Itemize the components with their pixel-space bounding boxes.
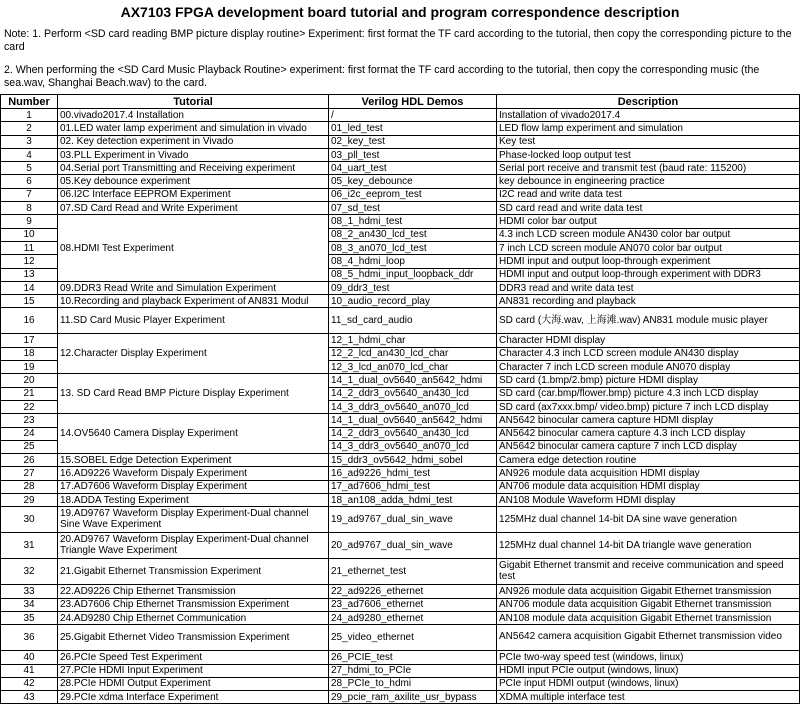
row-description: SD card read and write data test <box>497 202 800 215</box>
row-number: 20 <box>1 374 58 387</box>
row-description: XDMA multiple interface test <box>497 691 800 704</box>
row-demo: 14_3_ddr3_ov5640_an070_lcd <box>329 440 497 453</box>
row-demo: 07_sd_test <box>329 202 497 215</box>
row-number: 35 <box>1 611 58 624</box>
table-row <box>1 374 800 387</box>
row-number: 41 <box>1 664 58 677</box>
table-row <box>1 148 800 161</box>
row-tutorial: 12.Character Display Experiment <box>58 334 329 374</box>
row-description: AN108 Module Waveform HDMI display <box>497 494 800 507</box>
table-row <box>1 494 800 507</box>
row-demo: 08_1_hdmi_test <box>329 215 497 228</box>
row-description: Serial port receive and transmit test (baud rate: 115200) <box>497 162 800 175</box>
row-demo: 03_pll_test <box>329 148 497 161</box>
row-demo: 05_key_debounce <box>329 175 497 188</box>
row-number: 32 <box>1 559 58 585</box>
row-demo: 27_hdmi_to_PCIe <box>329 664 497 677</box>
table-row <box>1 625 800 651</box>
table-row <box>1 162 800 175</box>
row-demo: 22_ad9226_ethernet <box>329 585 497 598</box>
row-number: 42 <box>1 677 58 690</box>
row-description: HDMI input PCIe output (windows, linux) <box>497 664 800 677</box>
row-demo: 02_key_test <box>329 135 497 148</box>
row-demo: 14_2_ddr3_ov5640_an430_lcd <box>329 387 497 400</box>
row-demo: / <box>329 109 497 122</box>
row-tutorial: 16.AD9226 Waveform Dispaly Experiment <box>58 467 329 480</box>
row-tutorial: 06.I2C Interface EEPROM Experiment <box>58 188 329 201</box>
document-title: AX7103 FPGA development board tutorial and program correspondence description <box>120 4 680 20</box>
row-description: DDR3 read and write data test <box>497 281 800 294</box>
row-tutorial: 27.PCIe HDMI Input Experiment <box>58 664 329 677</box>
row-number: 27 <box>1 467 58 480</box>
row-tutorial: 05.Key debounce experiment <box>58 175 329 188</box>
row-description: Key test <box>497 135 800 148</box>
note-2: 2. When performing the <SD Card Music Playback Routine> experiment: first format the TF card according to the tutorial, then copy the corresponding music (the sea.wav, Shanghai Beach.wav) to the card. <box>4 64 760 89</box>
row-tutorial: 23.AD7606 Chip Ethernet Transmission Experiment <box>58 598 329 611</box>
row-demo: 09_ddr3_test <box>329 281 497 294</box>
row-description: Character 4.3 inch LCD screen module AN430 display <box>497 347 800 360</box>
row-number: 15 <box>1 295 58 308</box>
table-row <box>1 188 800 201</box>
row-number: 12 <box>1 255 58 268</box>
note-1: Note: 1. Perform <SD card reading BMP picture display routine> Experiment: first format the TF card according to the tutorial, then copy the corresponding picture to the card <box>4 28 792 53</box>
row-number: 26 <box>1 454 58 467</box>
row-number: 30 <box>1 507 58 533</box>
row-demo: 08_3_an070_lcd_test <box>329 241 497 254</box>
row-tutorial: 10.Recording and playback Experiment of AN831 Modul <box>58 295 329 308</box>
row-tutorial: 00.vivado2017.4 Installation <box>58 109 329 122</box>
table-row <box>1 454 800 467</box>
row-number: 5 <box>1 162 58 175</box>
row-description: HDMI color bar output <box>497 215 800 228</box>
row-demo: 20_ad9767_dual_sin_wave <box>329 533 497 559</box>
row-number: 7 <box>1 188 58 201</box>
row-demo: 12_3_lcd_an070_lcd_char <box>329 361 497 374</box>
row-tutorial: 07.SD Card Read and Write Experiment <box>58 202 329 215</box>
row-number: 43 <box>1 691 58 704</box>
row-description: 125MHz dual channel 14-bit DA triangle wave generation <box>497 533 800 559</box>
row-description: AN5642 binocular camera capture 7 inch LCD display <box>497 440 800 453</box>
row-tutorial: 24.AD9280 Chip Ethernet Communication <box>58 611 329 624</box>
row-description: 125MHz dual channel 14-bit DA sine wave generation <box>497 507 800 533</box>
header-number: Number <box>1 95 58 109</box>
row-number: 29 <box>1 494 58 507</box>
row-description: SD card (car.bmp/flower.bmp) picture 4.3 inch LCD display <box>497 387 800 400</box>
row-number: 3 <box>1 135 58 148</box>
row-description: Phase-locked loop output test <box>497 148 800 161</box>
row-number: 8 <box>1 202 58 215</box>
row-tutorial: 11.SD Card Music Player Experiment <box>58 308 329 334</box>
row-number: 13 <box>1 268 58 281</box>
row-tutorial: 02. Key detection experiment in Vivado <box>58 135 329 148</box>
row-description: Gigabit Ethernet transmit and receive communication and speed test <box>497 559 800 585</box>
row-tutorial: 21.Gigabit Ethernet Transmission Experiment <box>58 559 329 585</box>
row-demo: 17_ad7606_hdmi_test <box>329 480 497 493</box>
row-description: AN5642 binocular camera capture HDMI display <box>497 414 800 427</box>
row-number: 10 <box>1 228 58 241</box>
row-description: 4.3 inch LCD screen module AN430 color bar output <box>497 228 800 241</box>
table-row <box>1 175 800 188</box>
row-demo: 16_ad9226_hdmi_test <box>329 467 497 480</box>
row-tutorial: 14.OV5640 Camera Display Experiment <box>58 414 329 454</box>
row-number: 40 <box>1 651 58 664</box>
row-number: 28 <box>1 480 58 493</box>
table-row <box>1 480 800 493</box>
row-demo: 08_4_hdmi_loop <box>329 255 497 268</box>
row-description: Character 7 inch LCD screen module AN070 display <box>497 361 800 374</box>
row-description: Installation of vivado2017.4 <box>497 109 800 122</box>
row-demo: 19_ad9767_dual_sin_wave <box>329 507 497 533</box>
row-demo: 18_an108_adda_hdmi_test <box>329 494 497 507</box>
row-tutorial: 03.PLL Experiment in Vivado <box>58 148 329 161</box>
row-demo: 01_led_test <box>329 122 497 135</box>
row-description: I2C read and write data test <box>497 188 800 201</box>
table-row <box>1 215 800 228</box>
table-row <box>1 202 800 215</box>
header-tutorial: Tutorial <box>58 95 329 109</box>
row-demo: 21_ethernet_test <box>329 559 497 585</box>
header-demos: Verilog HDL Demos <box>329 95 497 109</box>
row-number: 31 <box>1 533 58 559</box>
row-number: 24 <box>1 427 58 440</box>
row-number: 9 <box>1 215 58 228</box>
row-description: Character HDMI display <box>497 334 800 347</box>
row-demo: 04_uart_test <box>329 162 497 175</box>
table-row <box>1 664 800 677</box>
row-tutorial: 15.SOBEL Edge Detection Experiment <box>58 454 329 467</box>
row-number: 2 <box>1 122 58 135</box>
row-demo: 12_2_lcd_an430_lcd_char <box>329 347 497 360</box>
row-demo: 08_5_hdmi_input_loopback_ddr <box>329 268 497 281</box>
row-demo: 12_1_hdmi_char <box>329 334 497 347</box>
table-row <box>1 677 800 690</box>
row-demo: 11_sd_card_audio <box>329 308 497 334</box>
table-row <box>1 507 800 533</box>
row-tutorial: 20.AD9767 Waveform Display Experiment-Dual channel Triangle Wave Experiment <box>58 533 329 559</box>
table-row <box>1 691 800 704</box>
row-description: 7 inch LCD screen module AN070 color bar output <box>497 241 800 254</box>
row-description: key debounce in engineering practice <box>497 175 800 188</box>
row-number: 36 <box>1 625 58 651</box>
row-number: 18 <box>1 347 58 360</box>
row-description: HDMI input and output loop-through experiment <box>497 255 800 268</box>
row-demo: 14_2_ddr3_ov5640_an430_lcd <box>329 427 497 440</box>
table-row <box>1 122 800 135</box>
header-description: Description <box>497 95 800 109</box>
table-header-row <box>1 95 800 109</box>
table-row <box>1 559 800 585</box>
row-number: 23 <box>1 414 58 427</box>
row-description: SD card (大海.wav, 上海滩.wav) AN831 module music player <box>497 308 800 334</box>
row-number: 21 <box>1 387 58 400</box>
row-description: AN706 module data acquisition Gigabit Ethernet transmission <box>497 598 800 611</box>
row-number: 14 <box>1 281 58 294</box>
row-demo: 08_2_an430_lcd_test <box>329 228 497 241</box>
row-description: AN108 module data acquisition Gigabit Ethernet transmission <box>497 611 800 624</box>
row-description: AN831 recording and playback <box>497 295 800 308</box>
row-tutorial: 29.PCIe xdma Interface Experiment <box>58 691 329 704</box>
row-demo: 28_PCIe_to_hdmi <box>329 677 497 690</box>
row-number: 17 <box>1 334 58 347</box>
row-tutorial: 18.ADDA Testing Experiment <box>58 494 329 507</box>
table-row <box>1 414 800 427</box>
table-row <box>1 334 800 347</box>
row-number: 19 <box>1 361 58 374</box>
row-demo: 14_1_dual_ov5640_an5642_hdmi <box>329 414 497 427</box>
table-row <box>1 611 800 624</box>
row-description: SD card (ax7xxx.bmp/ video.bmp) picture 7 inch LCD display <box>497 400 800 413</box>
row-tutorial: 19.AD9767 Waveform Display Experiment-Dual channel Sine Wave Experiment <box>58 507 329 533</box>
row-description: PCIe input HDMI output (windows, linux) <box>497 677 800 690</box>
table-row <box>1 295 800 308</box>
row-number: 33 <box>1 585 58 598</box>
row-tutorial: 25.Gigabit Ethernet Video Transmission Experiment <box>58 625 329 651</box>
row-demo: 23_ad7606_ethernet <box>329 598 497 611</box>
row-demo: 14_3_ddr3_ov5640_an070_lcd <box>329 400 497 413</box>
tutorial-table <box>0 94 800 704</box>
row-demo: 24_ad9280_ethernet <box>329 611 497 624</box>
row-demo: 06_i2c_eeprom_test <box>329 188 497 201</box>
row-demo: 26_PCIE_test <box>329 651 497 664</box>
table-row <box>1 533 800 559</box>
row-number: 16 <box>1 308 58 334</box>
row-tutorial: 17.AD7606 Waveform Display Experiment <box>58 480 329 493</box>
table-row <box>1 281 800 294</box>
row-number: 25 <box>1 440 58 453</box>
table-row <box>1 651 800 664</box>
row-description: AN926 module data acquisition Gigabit Ethernet transmission <box>497 585 800 598</box>
table-row <box>1 598 800 611</box>
row-description: AN926 module data acquisition HDMI display <box>497 467 800 480</box>
row-description: Camera edge detection routine <box>497 454 800 467</box>
row-number: 4 <box>1 148 58 161</box>
row-demo: 25_video_ethernet <box>329 625 497 651</box>
table-row <box>1 308 800 334</box>
table-row <box>1 109 800 122</box>
row-tutorial: 04.Serial port Transmitting and Receiving experiment <box>58 162 329 175</box>
row-description: AN706 module data acquisition HDMI display <box>497 480 800 493</box>
row-description: AN5642 camera acquisition Gigabit Ethernet transmission video <box>497 625 800 651</box>
row-tutorial: 13. SD Card Read BMP Picture Display Experiment <box>58 374 329 414</box>
row-tutorial: 26.PCIe Speed Test Experiment <box>58 651 329 664</box>
row-description: AN5642 binocular camera capture 4.3 inch LCD display <box>497 427 800 440</box>
row-description: SD card (1.bmp/2.bmp) picture HDMI display <box>497 374 800 387</box>
row-number: 11 <box>1 241 58 254</box>
row-number: 6 <box>1 175 58 188</box>
table-row <box>1 467 800 480</box>
row-number: 34 <box>1 598 58 611</box>
row-tutorial: 01.LED water lamp experiment and simulation in vivado <box>58 122 329 135</box>
row-number: 22 <box>1 400 58 413</box>
row-tutorial: 08.HDMI Test Experiment <box>58 215 329 281</box>
row-tutorial: 09.DDR3 Read Write and Simulation Experiment <box>58 281 329 294</box>
row-description: PCIe two-way speed test (windows, linux) <box>497 651 800 664</box>
row-description: LED flow lamp experiment and simulation <box>497 122 800 135</box>
table-row <box>1 135 800 148</box>
row-demo: 29_pcie_ram_axilite_usr_bypass <box>329 691 497 704</box>
row-description: HDMI input and output loop-through experiment with DDR3 <box>497 268 800 281</box>
row-demo: 15_ddr3_ov5642_hdmi_sobel <box>329 454 497 467</box>
row-tutorial: 22.AD9226 Chip Ethernet Transmission <box>58 585 329 598</box>
row-demo: 14_1_dual_ov5640_an5642_hdmi <box>329 374 497 387</box>
table-row <box>1 585 800 598</box>
row-tutorial: 28.PCIe HDMI Output Experiment <box>58 677 329 690</box>
row-demo: 10_audio_record_play <box>329 295 497 308</box>
row-number: 1 <box>1 109 58 122</box>
